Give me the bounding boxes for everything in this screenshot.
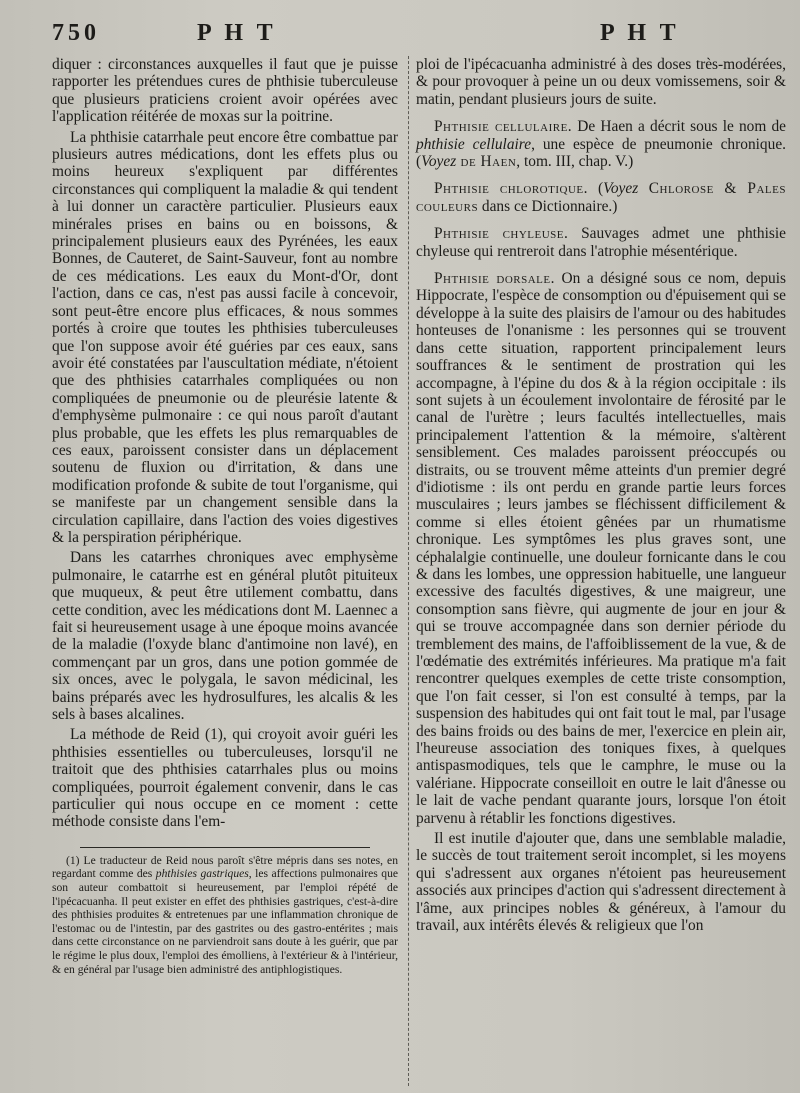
- entry-text: On a désigné sous ce nom, depuis Hippocrate, l'espèce de consomption ou d'épuisement qui se développe à la suite des plaisirs de l'amour ou des habitudes honteuses de l'onanisme : les personnes qui se trouvent dans cette situation, rapportent principalement leurs souffrances & le sentiment de prostration qui les accompagne, à l'épine du dos & à la région occipitale : ils sont sujets à un écoulement involontaire de férosité par le canal de l'urètre ; leurs facultés intellectuelles, mais principalement l'attention & la mémoire, s'altèrent sensiblement. Ces malades paroissent préoccupés ou distraits, ou se trouvent même atteints d'un premier degré d'idiotisme : ils ont perdu en grande partie leurs forces musculaires ; leurs jambes se fléchissent difficilement & comme si elles étoient gênées par un rhumatisme chronique. Les symptômes les plus graves sont, une céphalalgie continuelle, une douleur fornicante dans le cou & dans les lombes, une oppression habituelle, une langueur excessive des facultés digestives, & une maigreur, une consomption sans fièvre, qui augmente de jour en jour & qui se trouve accompagnée dans son dernier période du tremblement des mains, de l'affoiblissement de la vue, & de l'œdématie des extrémités inférieures. Ma pratique m'a fait rencontrer quelques exemples de cette triste consomption, que l'on fait cesser, si l'on est consulté à temps, par la suspension des habitudes qui ont fait tout le mal, par l'usage des bains froids ou des bains de mer, l'exercice en plein air, l'heureuse association des toniques fixes, à quelques antispasmodiques, tels que le camphre, le muse ou la valériane. Hippocrate conseilloit en outre le lait d'ânesse ou le lait de vache pendant quarante jours, lorsque l'on étoit parvenu à rétablir les fonctions digestives.: [416, 270, 786, 827]
- entry-text: (: [587, 180, 604, 198]
- entry-text: De Haen a décrit sous le nom de: [572, 118, 786, 136]
- paragraph: diquer : circonstances auxquelles il faut que je puisse rapporter les prétendues cures de phthisie tuberculeuse que plusieurs praticiens croient avoir opérées avec l'application réitérée de moxas sur la poitrine.: [52, 56, 398, 126]
- cross-reference-voyez: Voyez: [421, 153, 457, 171]
- footnote-text-end: , les affections pulmonaires que son auteur combattoit si heureusement, par l'emploi répété de l'ipécacuanha. Il peut exister en effet des phthisies gastriques, c'est-à-dire des phthisies produites & entretenues par une inflammation chronique de l'estomac ou de l'intestin, par des gastrites ou des gastro-entérites ; mais dans cette circonstance on ne parviendroit sans doute à les guérir, que par le régime le plus doux, l'emploi des émolliens, à l'extérieur & à l'intérieur, & en général par l'usage bien administré des antiphlogistiques.: [52, 867, 399, 976]
- paragraph: Il est inutile d'ajouter que, dans une semblable maladie, le succès de tout traitement seroit incomplet, si les moyens qui s'adressent aux organes n'étoient pas heureusement associés aux principes d'action qui s'adressent directement à l'âme, aux principes nobles & généreux, à l'amour du travail, aux intérêts élevés & religieux que l'on: [416, 830, 786, 935]
- cross-reference: de Haen: [456, 153, 517, 171]
- cross-reference-voyez: Voyez: [603, 180, 639, 198]
- two-column-body: [52, 56, 790, 1086]
- footnote-text-start: (1) Le traducteur de Reid nous paroît s'être mépris dans ses notes, en regardant comme des: [52, 853, 398, 881]
- running-title-left: P H T: [197, 20, 277, 46]
- entry-term: Phthisie cellulaire.: [434, 118, 573, 136]
- cross-reference: Chlorose & Pales couleurs: [416, 180, 786, 215]
- footnote-text: [52, 854, 398, 976]
- footnote-italic: phthisies gastriques: [155, 867, 249, 881]
- entry-phthisie-dorsale: [416, 270, 786, 827]
- entry-text: dans ce Dictionnaire.): [478, 197, 618, 215]
- paragraph: Dans les catarrhes chroniques avec emphysème pulmonaire, le catarrhe est en général plutôt pituiteux que muqueux, & peut être utilement combattu, dans cette condition, avec les médications dont M. Laennec a fait si heureusement usage à une époque moins avancée de la maladie (l'oxyde blanc d'antimoine non lavé), en commençant par un gros, dans une potion gommée de six onces, avec le polygala, le savon médicinal, les bains préparés avec les hydrosulfures, les alcalis & les sels à bases alcalines.: [52, 549, 398, 724]
- entry-text: , une espèce de pneumonie chronique. (: [416, 135, 786, 171]
- entry-italic: phthisie cellulaire: [416, 135, 532, 153]
- entry-phthisie-cellulaire: [416, 118, 786, 170]
- column-divider: [408, 56, 410, 1086]
- entry-phthisie-chlorotique: [416, 180, 786, 215]
- right-column: [416, 56, 786, 935]
- paragraph: La méthode de Reid (1), qui croyoit avoir guéri les phthisies essentielles ou tuberculeuses, lorsqu'il ne traitoit que des phthisies catarrhales plus ou moins compliquées, pourroit également convenir, dans le cas particulier qui nous occupe en ce moment : cette méthode consiste dans l'em-: [52, 726, 398, 831]
- paragraph: La phthisie catarrhale peut encore être combattue par plusieurs autres médications, dont les effets plus ou moins heureux s'expliquent par différentes circonstances qui compliquent la maladie & qui tendent à lui donner un caractère particulier. Plusieurs eaux minérales prises en bains ou en boissons, & principalement plusieurs eaux des Pyrénées, les eaux Bonnes, de Cauteret, de Saint-Sauveur, font au nombre de ces médications. Les eaux du Mont-d'Or, dont l'action, dans ce cas, n'est pas aussi facile à concevoir, sont peut-être encore plus efficaces, & nous sommes portés à croire que toutes les phthisies tuberculeuses que l'on suppose avoir été guéries par ces eaux, sans avoir été constatées par l'auscultation médiate, n'étoient que des phthisies catarrhales compliquées ou non compliquées de pneumonie ou de pleurésie latente & d'emphysème pulmonaire : ce qui nous paroît d'autant plus probable, que les effets les plus remarquables de ces eaux, paroissent consister dans un déplacement soutenu de fluxion ou d'irritation, & dans une modification profonde & subite de tout l'organisme, qui se manifeste par un changement sensible dans la circulation capillaire, dans l'action des voies digestives & la perspiration périphérique.: [52, 128, 398, 546]
- entry-term: Phthisie chlorotique.: [434, 180, 588, 198]
- running-title-right: P H T: [600, 20, 680, 46]
- paragraph: ploi de l'ipécacuanha administré à des doses très-modérées, & pour provoquer à peine un ou deux vomissemens, soir & matin, pendant plusieurs jours de suite.: [416, 56, 786, 108]
- entry-text: Sauvages admet une phthisie chyleuse qui rentreroit dans l'atrophie mésentérique.: [416, 225, 786, 260]
- footnote-rule: [80, 847, 370, 848]
- page-number: 750: [52, 20, 100, 46]
- entry-term: Phthisie dorsale.: [434, 270, 555, 288]
- entry-text: , tom. III, chap. V.): [516, 153, 634, 171]
- running-header: [52, 20, 790, 56]
- entry-phthisie-chyleuse: [416, 225, 786, 260]
- entry-term: Phthisie chyleuse.: [434, 225, 569, 243]
- footnote: [52, 854, 398, 976]
- left-column: [52, 56, 398, 976]
